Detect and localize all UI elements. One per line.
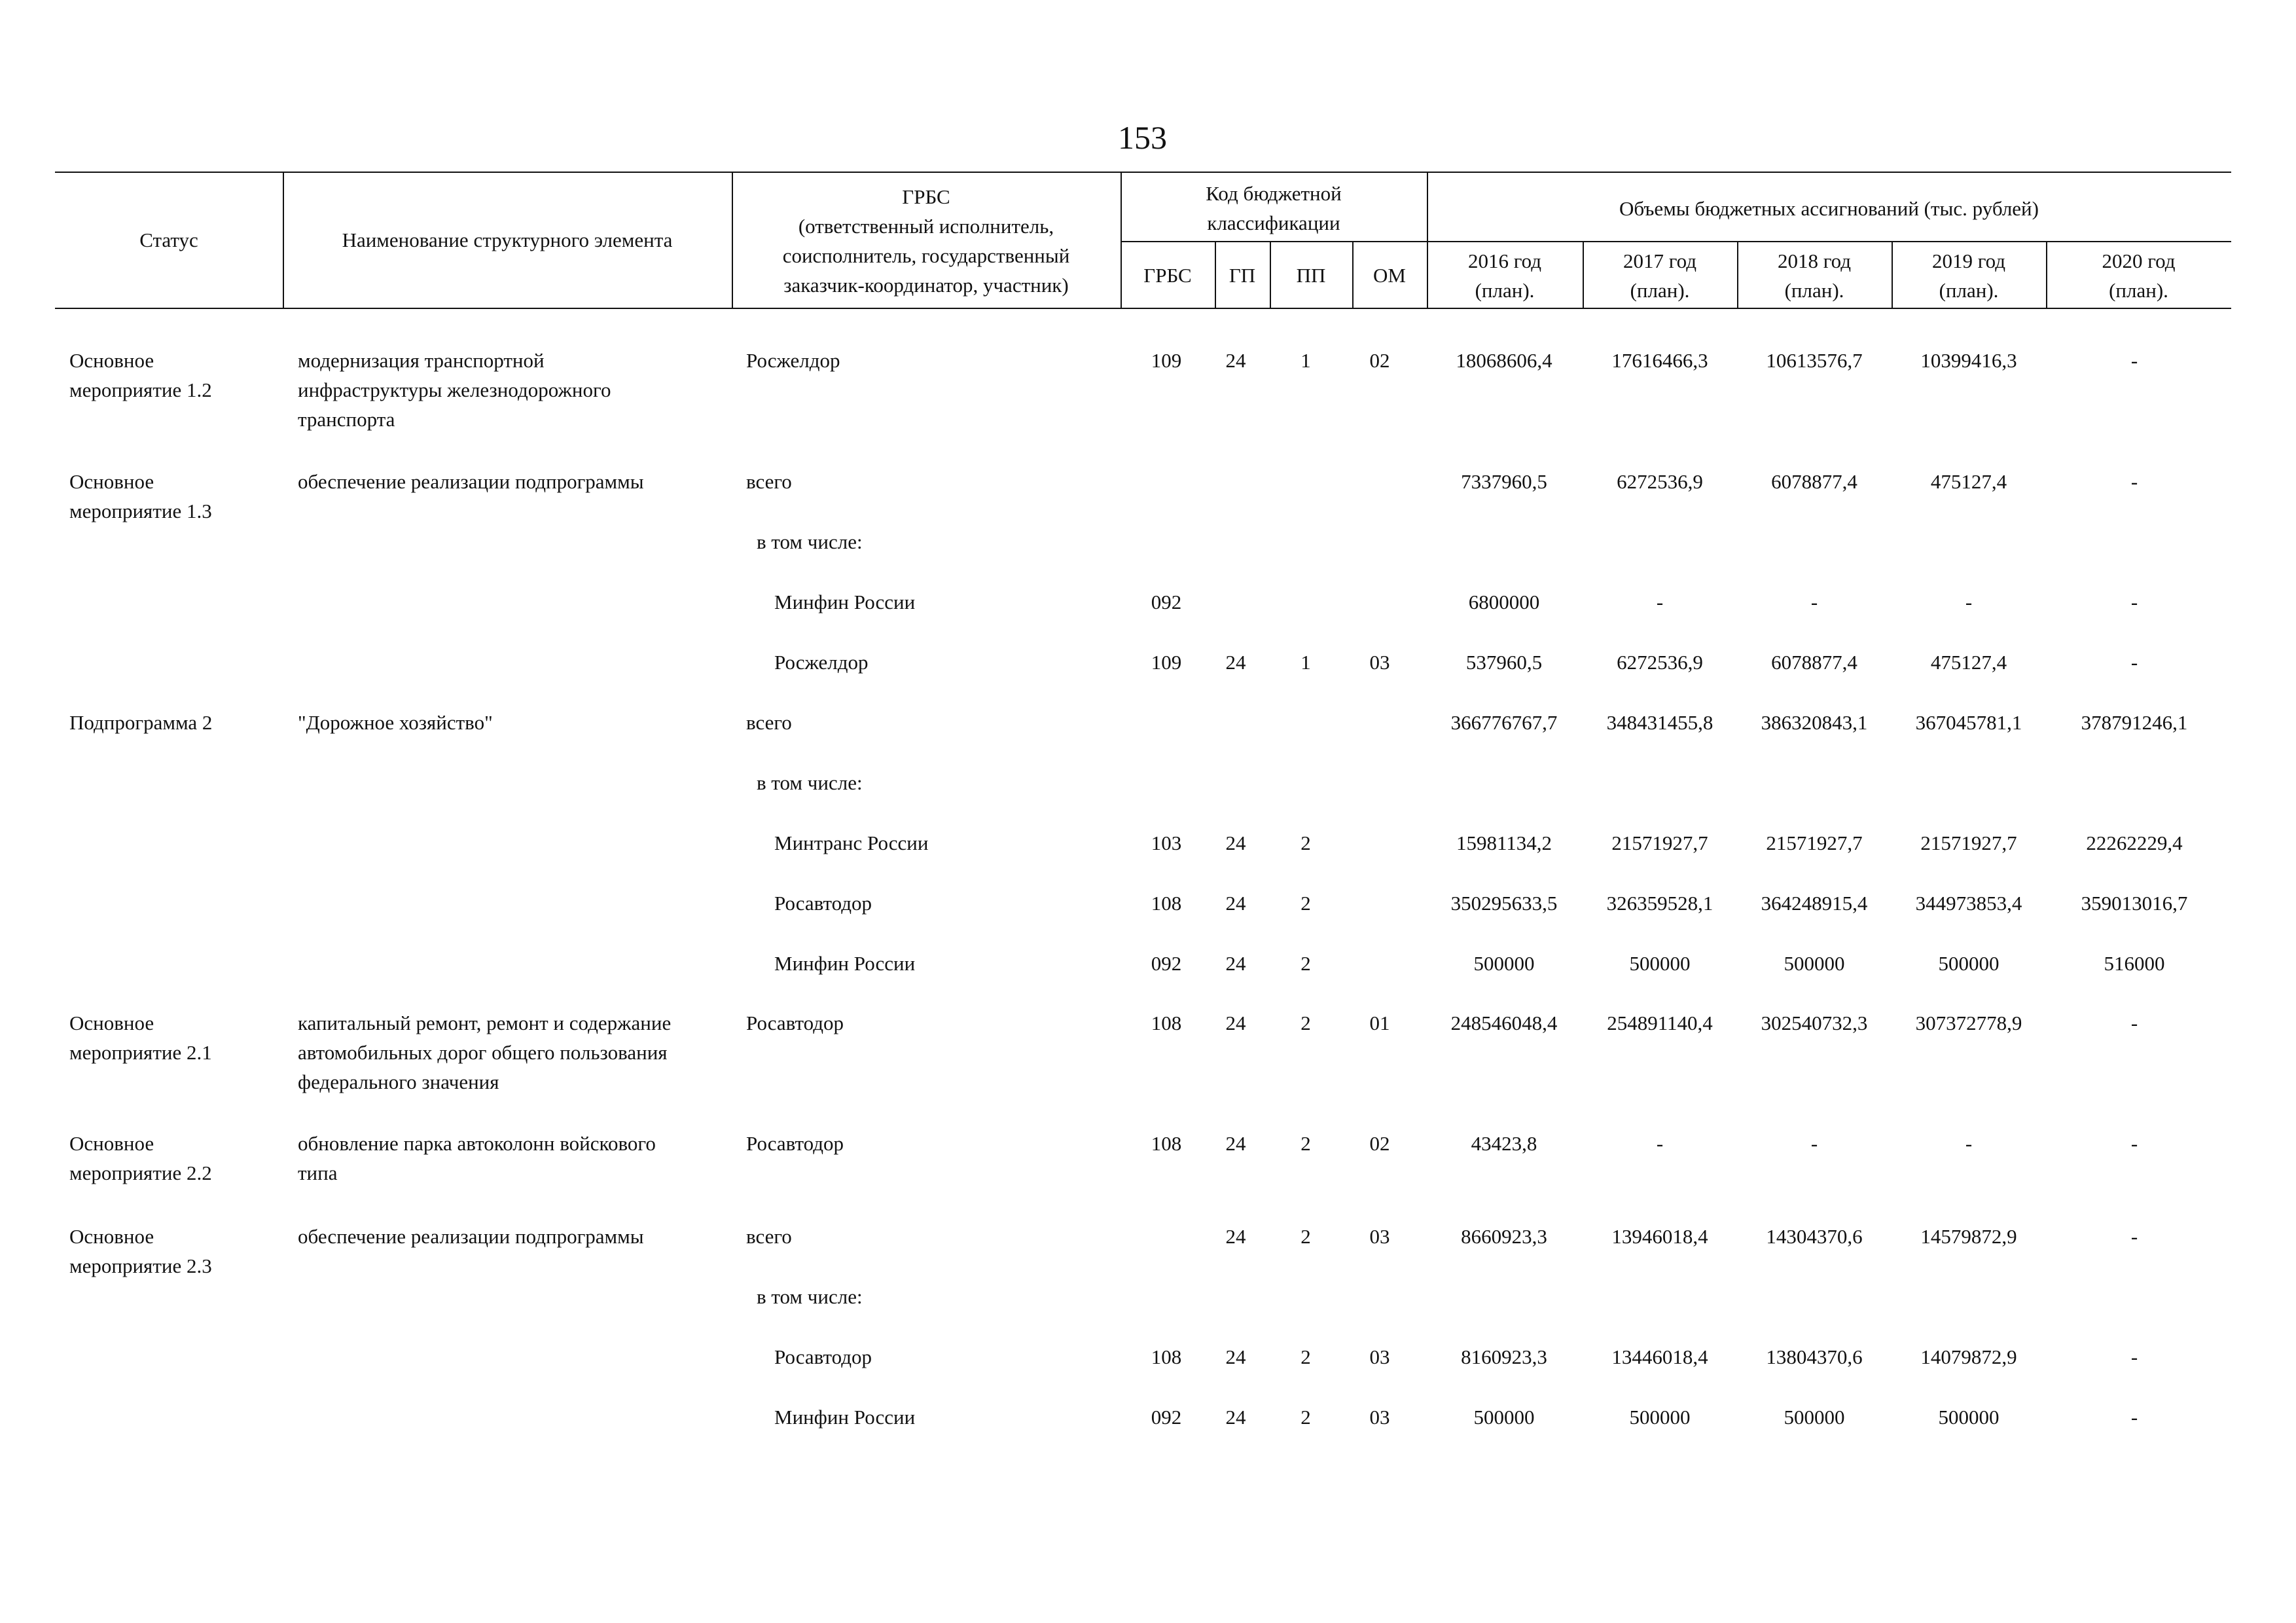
row-status: мероприятие 2.2 (69, 1161, 212, 1184)
row-status: Основное (69, 1225, 154, 1248)
row-grbs: Росавтодор (746, 1132, 844, 1155)
row-grbs: Росжелдор (746, 349, 840, 372)
row-code-grbs: 103 (1151, 831, 1182, 854)
row-value: - (2130, 470, 2138, 493)
row-value: - (1656, 1132, 1664, 1155)
row-name: федерального значения (298, 1070, 499, 1093)
row-value: - (1810, 591, 1818, 613)
row-value: 254891140,4 (1607, 1012, 1713, 1034)
header-code-om: ОМ (1373, 263, 1406, 287)
years-subheader-rule (1427, 241, 2231, 242)
row-code-gp: 24 (1225, 892, 1246, 915)
row-status: мероприятие 1.3 (69, 500, 212, 522)
header-code-title (1121, 177, 1427, 240)
row-value: 6078877,4 (1771, 470, 1857, 493)
row-value: 21571927,7 (1920, 831, 2017, 854)
row-code-pp: 2 (1300, 1132, 1311, 1155)
row-status: мероприятие 2.1 (69, 1041, 212, 1064)
row-value: 10399416,3 (1920, 349, 2017, 372)
header-status: Статус (139, 228, 198, 251)
row-code-grbs: 092 (1151, 1406, 1182, 1429)
row-value: - (2130, 1406, 2138, 1429)
row-code-grbs: 092 (1151, 952, 1182, 975)
year-plan: (план). (1630, 279, 1690, 302)
row-value: 6272536,9 (1617, 470, 1703, 493)
row-value: 475127,4 (1930, 651, 2007, 674)
row-status: Основное (69, 470, 154, 493)
row-value: 43423,8 (1471, 1132, 1537, 1155)
row-value: 350295633,5 (1450, 892, 1558, 915)
header-year-2017 (1583, 244, 1737, 308)
row-value: 21571927,7 (1611, 831, 1708, 854)
row-value: 15981134,2 (1456, 831, 1552, 854)
header-volumes-title: Объемы бюджетных ассигнований (тыс. рублей) (1619, 196, 2039, 220)
row-code-gp: 24 (1225, 1225, 1246, 1248)
row-value: 386320843,1 (1761, 711, 1868, 734)
row-value: 500000 (1784, 1406, 1845, 1429)
header-code-grbs: ГРБС (1143, 263, 1192, 287)
page-number: 153 (1118, 119, 1167, 156)
row-value: - (2130, 1132, 2138, 1155)
row-code-om: 03 (1369, 651, 1390, 674)
header-bottom-rule (55, 308, 2231, 309)
row-value: 248546048,4 (1450, 1012, 1558, 1034)
row-value: 6800000 (1468, 591, 1540, 613)
row-status: Основное (69, 1132, 154, 1155)
header-code-pp: ПП (1296, 263, 1326, 287)
row-value: - (2130, 1012, 2138, 1034)
row-code-gp: 24 (1225, 1406, 1246, 1429)
header-code-line: классификации (1207, 211, 1340, 234)
row-code-grbs: 108 (1151, 1132, 1182, 1155)
row-value: 21571927,7 (1766, 831, 1863, 854)
header-grbs-line: соисполнитель, государственный (782, 244, 1070, 267)
row-value: 13446018,4 (1611, 1345, 1708, 1368)
row-code-gp: 24 (1225, 952, 1246, 975)
row-value: 17616466,3 (1611, 349, 1708, 372)
row-value: 6078877,4 (1771, 651, 1857, 674)
row-code-pp: 1 (1300, 651, 1311, 674)
row-status: мероприятие 1.2 (69, 378, 212, 401)
row-grbs: Росавтодор (774, 1345, 872, 1368)
row-code-grbs: 108 (1151, 892, 1182, 915)
row-value: - (2130, 651, 2138, 674)
row-code-om: 02 (1369, 1132, 1390, 1155)
row-code-pp: 2 (1300, 892, 1311, 915)
row-value: 7337960,5 (1461, 470, 1547, 493)
row-value: 348431455,8 (1606, 711, 1713, 734)
row-value: 475127,4 (1930, 470, 2007, 493)
row-code-gp: 24 (1225, 831, 1246, 854)
row-code-grbs: 109 (1151, 651, 1182, 674)
row-code-grbs: 092 (1151, 591, 1182, 613)
row-code-gp: 24 (1225, 1132, 1246, 1155)
row-value: 6272536,9 (1617, 651, 1703, 674)
header-year-2019 (1892, 244, 2046, 308)
row-incl-label: в том числе: (757, 771, 863, 794)
row-value: 8160923,3 (1461, 1345, 1547, 1368)
row-value: 537960,5 (1465, 651, 1543, 674)
row-name: автомобильных дорог общего пользования (298, 1041, 668, 1064)
header-grbs-line: ГРБС (902, 185, 950, 208)
header-name: Наименование структурного элемента (342, 228, 673, 251)
row-value: 364248915,4 (1761, 892, 1868, 915)
row-value: 500000 (1629, 1406, 1691, 1429)
row-code-grbs: 109 (1151, 349, 1182, 372)
row-code-gp: 24 (1225, 349, 1246, 372)
row-code-pp: 2 (1300, 1406, 1311, 1429)
row-grbs: Минфин России (774, 1406, 916, 1429)
row-value: 8660923,3 (1461, 1225, 1547, 1248)
row-value: - (1810, 1132, 1818, 1155)
row-code-pp: 2 (1300, 952, 1311, 975)
row-value: - (2130, 1225, 2138, 1248)
row-grbs: Росавтодор (746, 1012, 844, 1034)
row-value: - (1965, 1132, 1973, 1155)
row-value: - (2130, 1345, 2138, 1368)
row-value: 14079872,9 (1920, 1345, 2017, 1368)
row-grbs: всего (746, 1225, 792, 1248)
row-code-pp: 2 (1300, 1012, 1311, 1034)
row-grbs: Росавтодор (774, 892, 872, 915)
year-label: 2018 год (1777, 249, 1852, 272)
row-value: 500000 (1784, 952, 1845, 975)
year-label: 2020 год (2102, 249, 2176, 272)
row-status: Основное (69, 1012, 154, 1034)
row-value: 500000 (1629, 952, 1691, 975)
header-code-line: Код бюджетной (1206, 182, 1342, 205)
row-value: - (1656, 591, 1664, 613)
row-value: 13946018,4 (1611, 1225, 1708, 1248)
year-plan: (план). (1939, 279, 1999, 302)
header-year-2016 (1427, 244, 1583, 308)
row-code-om: 03 (1369, 1225, 1390, 1248)
row-code-gp: 24 (1225, 651, 1246, 674)
row-value: 344973853,4 (1915, 892, 2022, 915)
row-value: 500000 (1938, 1406, 2000, 1429)
row-code-om: 03 (1369, 1345, 1390, 1368)
row-name: обновление парка автоколонн войскового (298, 1132, 656, 1155)
row-name: "Дорожное хозяйство" (298, 711, 493, 734)
row-grbs: Росжелдор (774, 651, 869, 674)
row-value: 18068606,4 (1456, 349, 1552, 372)
row-value: 359013016,7 (2081, 892, 2188, 915)
header-code-gp: ГП (1229, 263, 1256, 287)
row-code-gp: 24 (1225, 1012, 1246, 1034)
row-value: 14579872,9 (1920, 1225, 2017, 1248)
row-grbs: всего (746, 470, 792, 493)
row-grbs: Минфин России (774, 591, 916, 613)
row-code-om: 02 (1369, 349, 1390, 372)
row-value: 367045781,1 (1915, 711, 2022, 734)
year-label: 2019 год (1931, 249, 2006, 272)
row-status: мероприятие 2.3 (69, 1254, 212, 1277)
header-grbs (732, 175, 1121, 306)
row-code-pp: 2 (1300, 831, 1311, 854)
row-value: 516000 (2104, 952, 2165, 975)
row-name: типа (298, 1161, 338, 1184)
row-grbs: Минтранс России (774, 831, 929, 854)
row-name: обеспечение реализации подпрограммы (298, 1225, 644, 1248)
row-value: 500000 (1938, 952, 2000, 975)
year-label: 2017 год (1623, 249, 1697, 272)
row-value: - (2130, 349, 2138, 372)
year-plan: (план). (1475, 279, 1535, 302)
row-code-om: 03 (1369, 1406, 1390, 1429)
row-name: транспорта (298, 408, 395, 431)
row-value: 22262229,4 (2086, 831, 2183, 854)
row-code-gp: 24 (1225, 1345, 1246, 1368)
row-value: 14304370,6 (1766, 1225, 1863, 1248)
row-code-pp: 2 (1300, 1225, 1311, 1248)
row-value: - (2130, 591, 2138, 613)
header-year-2020 (2046, 244, 2231, 308)
row-value: 378791246,1 (2081, 711, 2188, 734)
row-value: 302540732,3 (1761, 1012, 1868, 1034)
row-code-pp: 2 (1300, 1345, 1311, 1368)
row-value: 10613576,7 (1766, 349, 1863, 372)
row-value: 366776767,7 (1450, 711, 1558, 734)
row-status: Основное (69, 349, 154, 372)
row-name: капитальный ремонт, ремонт и содержание (298, 1012, 672, 1034)
row-value: 500000 (1473, 1406, 1535, 1429)
row-value: - (1965, 591, 1973, 613)
year-plan: (план). (1784, 279, 1844, 302)
row-grbs: Минфин России (774, 952, 916, 975)
row-value: 326359528,1 (1606, 892, 1713, 915)
row-value: 307372778,9 (1915, 1012, 2022, 1034)
row-value: 500000 (1473, 952, 1535, 975)
row-code-grbs: 108 (1151, 1345, 1182, 1368)
row-name: модернизация транспортной (298, 349, 545, 372)
row-code-om: 01 (1369, 1012, 1390, 1034)
row-value: 13804370,6 (1766, 1345, 1863, 1368)
row-name: обеспечение реализации подпрограммы (298, 470, 644, 493)
year-label: 2016 год (1467, 249, 1542, 272)
row-incl-label: в том числе: (757, 1285, 863, 1308)
row-code-pp: 1 (1300, 349, 1311, 372)
header-grbs-line: заказчик-координатор, участник) (783, 274, 1069, 297)
header-grbs-line: (ответственный исполнитель, (798, 215, 1054, 238)
header-year-2018 (1737, 244, 1892, 308)
year-plan: (план). (2109, 279, 2168, 302)
row-name: инфраструктуры железнодорожного (298, 378, 611, 401)
row-grbs: всего (746, 711, 792, 734)
row-status: Подпрограмма 2 (69, 711, 213, 734)
row-code-grbs: 108 (1151, 1012, 1182, 1034)
row-incl-label: в том числе: (757, 530, 863, 553)
